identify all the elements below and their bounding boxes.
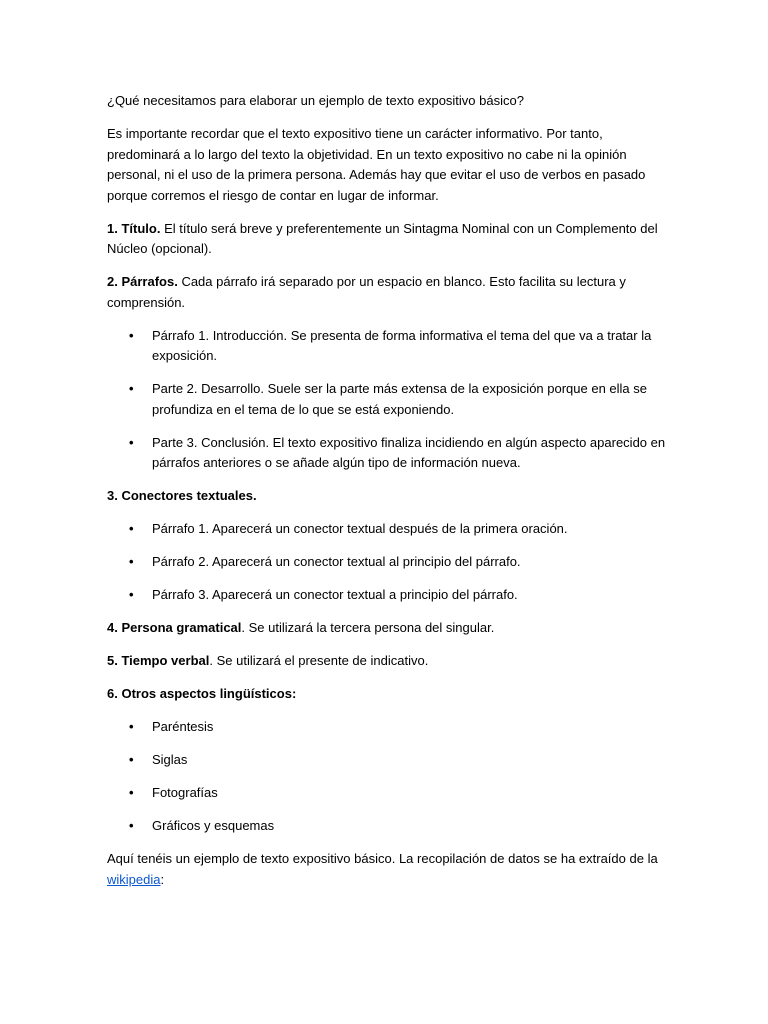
conectores-list — [107, 519, 668, 606]
item-otros — [107, 684, 668, 705]
item-conectores — [107, 486, 668, 507]
intro-paragraph: Es importante recordar que el texto expositivo tiene un carácter informativo. Por tanto, predominará a lo largo del texto la objetividad. En un texto expositivo no cabe ni la opinión personal, ni el uso de la primera persona. Además hay que evitar el uso de verbos en pasado porque corremos el riesgo de contar en lugar de informar. — [107, 126, 646, 203]
list-item: • Párrafo 1. Introducción. Se presenta de forma informativa el tema del que va a tratar la exposición. — [107, 326, 668, 367]
list-item: • Parte 3. Conclusión. El texto expositivo finaliza incidiendo en algún aspecto aparecido en párrafos anteriores o se añade algún tipo de información nueva. — [107, 433, 668, 474]
item-persona-label: 4. Persona gramatical — [107, 620, 242, 635]
closing-text: Aquí tenéis un ejemplo de texto expositivo básico. La recopilación de datos se ha extraído de la — [107, 851, 658, 866]
item-parrafos — [107, 272, 668, 313]
item-parrafos-text: Cada párrafo irá separado por un espacio en blanco. Esto facilita su lectura y comprensión. — [107, 274, 626, 310]
closing-paragraph — [107, 849, 668, 890]
item-titulo — [107, 219, 668, 260]
closing-suffix: : — [160, 871, 165, 887]
item-persona-text: . Se utilizará la tercera persona del singular. — [241, 620, 495, 635]
item-parrafos-label: 2. Párrafos. — [107, 274, 178, 289]
intro-question: ¿Qué necesitamos para elaborar un ejemplo de texto expositivo básico? — [107, 93, 524, 108]
item-tiempo-label: 5. Tiempo verbal — [107, 653, 210, 668]
item-tiempo-text: . Se utilizará el presente de indicativo. — [209, 653, 429, 668]
item-titulo-text: El título será breve y preferentemente un Sintagma Nominal con un Complemento del Núcleo (opcional). — [107, 220, 658, 256]
item-conectores-label: 3. Conectores textuales. — [107, 488, 257, 503]
list-item: • Párrafo 1. Aparecerá un conector textual después de la primera oración. — [107, 519, 668, 540]
list-item: • Párrafo 2. Aparecerá un conector textual al principio del párrafo. — [107, 552, 668, 573]
list-item: • Fotografías — [107, 783, 668, 804]
item-titulo-label: 1. Título. — [107, 220, 161, 236]
item-persona — [107, 618, 668, 639]
list-item: • Paréntesis — [107, 717, 668, 738]
list-item: • Siglas — [107, 750, 668, 771]
wikipedia-link[interactable]: wikipedia — [107, 871, 161, 887]
otros-list — [107, 717, 668, 837]
parrafos-list — [107, 326, 668, 474]
item-otros-label: 6. Otros aspectos lingüísticos: — [107, 686, 297, 701]
list-item: • Párrafo 3. Aparecerá un conector textual a principio del párrafo. — [107, 585, 668, 606]
list-item: • Parte 2. Desarrollo. Suele ser la parte más extensa de la exposición porque en ella se profundiza en el tema de lo que se está exponiendo. — [107, 379, 668, 420]
item-tiempo — [107, 651, 668, 672]
list-item: • Gráficos y esquemas — [107, 816, 668, 837]
